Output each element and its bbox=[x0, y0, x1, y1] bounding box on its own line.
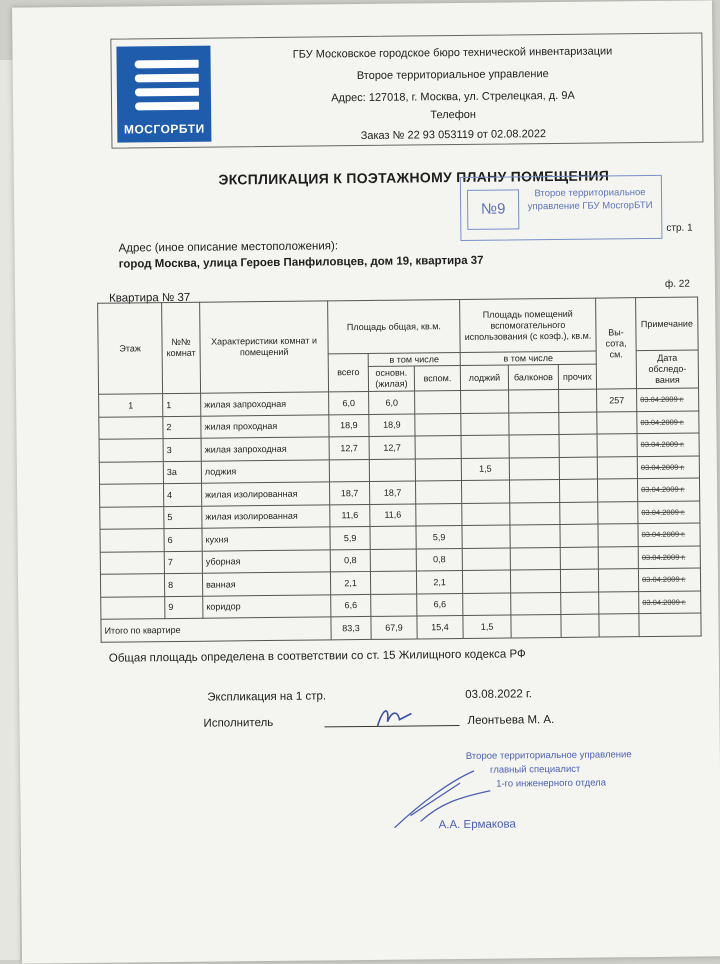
cell-aux: 2,1 bbox=[416, 570, 462, 593]
cell-other bbox=[560, 479, 598, 502]
cell-other bbox=[560, 547, 598, 570]
cell-survey-date: 03.04.2009 г. bbox=[638, 500, 700, 523]
cell-description: жилая изолированная bbox=[202, 504, 330, 528]
cell-aux: 6,6 bbox=[417, 593, 463, 616]
totals-aux: 15,4 bbox=[417, 615, 463, 638]
cell-survey-date: 03.04.2009 г. bbox=[638, 523, 700, 546]
specialist-name: А.А. Ермакова bbox=[438, 818, 516, 832]
cell-height bbox=[598, 569, 638, 592]
pages-count: Экспликация на 1 стр. bbox=[207, 690, 327, 704]
cell-aux bbox=[415, 458, 461, 481]
cell-room: 3а bbox=[163, 461, 201, 484]
header-loggia: лоджий bbox=[460, 365, 508, 391]
header-in-which: в том числе bbox=[368, 352, 460, 366]
cell-balcony bbox=[509, 457, 559, 480]
totals-all: 83,3 bbox=[331, 616, 371, 639]
cell-total: 2,1 bbox=[330, 571, 370, 594]
cell-loggia bbox=[462, 547, 510, 570]
logo-stripe bbox=[135, 60, 199, 69]
totals-loggia: 1,5 bbox=[463, 615, 511, 639]
document-page bbox=[12, 0, 720, 963]
cell-loggia bbox=[462, 525, 510, 548]
page-title: ЭКСПЛИКАЦИЯ К ПОЭТАЖНОМУ ПЛАНУ ПОМЕЩЕНИЯ bbox=[218, 167, 610, 188]
cell-other bbox=[561, 592, 599, 615]
cell-survey-date: 03.04.2009 г. bbox=[637, 455, 699, 478]
header-height: Вы- сота, см. bbox=[596, 298, 637, 389]
header-org: ГБУ Московское городское бюро технической инвентаризации bbox=[292, 45, 613, 61]
logo-stripe bbox=[135, 88, 199, 97]
executor-signature bbox=[371, 703, 421, 730]
cell-room: 5 bbox=[164, 506, 202, 529]
cell-height bbox=[598, 524, 638, 547]
cell-loggia bbox=[462, 480, 510, 503]
cell-main bbox=[369, 458, 415, 481]
cell-total: 12,7 bbox=[329, 436, 369, 459]
cell-floor bbox=[100, 551, 164, 574]
header-description: Характеристики комнат и помещений bbox=[200, 301, 329, 393]
logo-stripe bbox=[135, 74, 199, 83]
cell-loggia bbox=[462, 570, 510, 593]
cell-description: уборная bbox=[202, 549, 330, 573]
header-other: прочих bbox=[558, 364, 596, 389]
cell-total: 11,6 bbox=[330, 504, 370, 527]
cell-room: 6 bbox=[164, 528, 202, 551]
area-legal-note: Общая площадь определена в соответствии со ст. 15 Жилищного кодекса РФ bbox=[108, 648, 526, 665]
cell-aux: 0,8 bbox=[416, 548, 462, 571]
header-department: Второе территориальное управление bbox=[356, 68, 549, 83]
executor-name: Леонтьева М. А. bbox=[467, 714, 555, 727]
cell-other bbox=[560, 569, 598, 592]
cell-survey-date: 03.04.2009 г. bbox=[638, 568, 700, 591]
cell-description: жилая запроходная bbox=[201, 392, 329, 416]
cell-balcony bbox=[511, 592, 561, 615]
cell-loggia bbox=[463, 592, 511, 615]
header-survey-date: Дата обследо- вания bbox=[636, 350, 698, 389]
cell-main: 11,6 bbox=[370, 503, 416, 526]
cell-survey-date: 03.04.2009 г. bbox=[637, 410, 699, 433]
cell-room: 7 bbox=[164, 551, 202, 574]
cell-aux bbox=[416, 503, 462, 526]
cell-description: ванная bbox=[202, 572, 330, 596]
cell-height: 257 bbox=[597, 389, 637, 412]
cell-floor bbox=[100, 506, 164, 529]
header-phone: Телефон bbox=[430, 108, 477, 122]
logo-text: МОСГОРБТИ bbox=[123, 121, 205, 137]
explication-table bbox=[97, 296, 702, 642]
cell-balcony bbox=[510, 479, 560, 502]
cell-description: лоджия bbox=[201, 459, 329, 483]
cell-height bbox=[598, 501, 638, 524]
cell-description: жилая изолированная bbox=[202, 482, 330, 506]
cell-other bbox=[559, 412, 597, 435]
cell-floor bbox=[99, 439, 163, 462]
cell-total: 6,0 bbox=[329, 391, 369, 414]
cell-total bbox=[329, 459, 369, 482]
cell-description: жилая проходная bbox=[201, 414, 329, 438]
footer-date: 03.08.2022 г. bbox=[465, 688, 533, 701]
totals-label: Итого по квартире bbox=[101, 617, 331, 642]
cell-room: 4 bbox=[164, 483, 202, 506]
cell-height bbox=[598, 546, 638, 569]
cell-total: 0,8 bbox=[330, 549, 370, 572]
cell-main: 18,9 bbox=[369, 413, 415, 436]
totals-balcony bbox=[511, 614, 561, 638]
cell-floor bbox=[100, 484, 164, 507]
header-all: всего bbox=[328, 353, 368, 391]
cell-description: коридор bbox=[203, 594, 331, 618]
header-address: Адрес: 127018, г. Москва, ул. Стрелецкая, д. 9А bbox=[331, 89, 575, 105]
cell-loggia: 1,5 bbox=[461, 457, 509, 480]
cell-aux bbox=[415, 435, 461, 458]
cell-height bbox=[598, 479, 638, 502]
header-aux: вспом. bbox=[414, 365, 460, 390]
cell-main bbox=[370, 526, 416, 549]
totals-date bbox=[639, 613, 701, 637]
cell-floor bbox=[99, 416, 163, 439]
mosgorbti-logo bbox=[116, 46, 211, 143]
header-floor: Этаж bbox=[98, 303, 163, 395]
totals-height bbox=[599, 614, 639, 637]
header-main: основн. (жилая) bbox=[368, 366, 414, 391]
cell-height bbox=[597, 434, 637, 457]
cell-main bbox=[370, 571, 416, 594]
cell-total: 18,9 bbox=[329, 414, 369, 437]
cell-aux bbox=[415, 390, 461, 413]
header-room-no: №№ комнат bbox=[162, 302, 201, 393]
cell-loggia bbox=[462, 502, 510, 525]
page-ref: стр. 1 bbox=[666, 222, 693, 234]
stamp-text: Второе территориальное управление ГБУ МосгорБТИ bbox=[527, 187, 653, 213]
cell-height bbox=[597, 411, 637, 434]
cell-room: 3 bbox=[163, 438, 201, 461]
cell-balcony bbox=[509, 389, 559, 412]
totals-other bbox=[561, 614, 599, 637]
header-in-which-aux: в том числе bbox=[460, 351, 596, 365]
cell-main: 18,7 bbox=[370, 481, 416, 504]
cell-other bbox=[559, 457, 597, 480]
cell-total: 6,6 bbox=[331, 594, 371, 617]
cell-floor: 1 bbox=[99, 394, 163, 417]
cell-room: 2 bbox=[163, 416, 201, 439]
cell-height bbox=[597, 456, 637, 479]
executor-label: Исполнитель bbox=[203, 716, 274, 730]
cell-aux bbox=[415, 480, 461, 503]
cell-floor bbox=[99, 461, 163, 484]
cell-survey-date: 03.04.2009 г. bbox=[637, 433, 699, 456]
cell-other bbox=[559, 389, 597, 412]
cell-room: 8 bbox=[164, 573, 202, 596]
cell-loggia bbox=[461, 412, 509, 435]
cell-other bbox=[560, 524, 598, 547]
cell-main: 6,0 bbox=[369, 391, 415, 414]
stamp-line3: 1-го инженерного отдела bbox=[496, 777, 607, 790]
cell-balcony bbox=[510, 502, 560, 525]
cell-description: жилая запроходная bbox=[201, 437, 329, 461]
logo-stripe bbox=[135, 102, 199, 111]
cell-main: 12,7 bbox=[369, 436, 415, 459]
header-order: Заказ № 22 93 053119 от 02.08.2022 bbox=[360, 128, 547, 143]
header-balcony: балконов bbox=[508, 364, 558, 390]
cell-main bbox=[370, 548, 416, 571]
cell-balcony bbox=[509, 434, 559, 457]
header-total-area: Площадь общая, кв.м. bbox=[328, 299, 461, 353]
cell-balcony bbox=[510, 569, 560, 592]
cell-balcony bbox=[509, 412, 559, 435]
cell-aux: 5,9 bbox=[416, 525, 462, 548]
cell-floor bbox=[100, 529, 164, 552]
cell-total: 18,7 bbox=[330, 481, 370, 504]
address-label: Адрес (иное описание местоположения): bbox=[118, 240, 339, 255]
cell-description: кухня bbox=[202, 527, 330, 551]
cell-other bbox=[559, 434, 597, 457]
cell-floor bbox=[101, 596, 165, 619]
cell-main bbox=[371, 593, 417, 616]
cell-total: 5,9 bbox=[330, 526, 370, 549]
cell-loggia bbox=[461, 390, 509, 413]
totals-main: 67,9 bbox=[371, 616, 417, 639]
cell-balcony bbox=[510, 524, 560, 547]
cell-loggia bbox=[461, 435, 509, 458]
header-aux-area: Площадь помещений вспомогательного использования (с коэф.), кв.м. bbox=[460, 298, 597, 352]
form-ref: ф. 22 bbox=[664, 278, 690, 290]
stamp-line1: Второе территориальное управление bbox=[465, 749, 632, 762]
stamp-line2: главный специалист bbox=[489, 763, 581, 776]
cell-survey-date: 03.04.2009 г. bbox=[637, 388, 699, 411]
address-value: город Москва, улица Героев Панфиловцев, дом 19, квартира 37 bbox=[118, 254, 484, 271]
cell-balcony bbox=[510, 547, 560, 570]
cell-room: 1 bbox=[163, 393, 201, 416]
cell-floor bbox=[100, 574, 164, 597]
cell-survey-date: 03.04.2009 г. bbox=[638, 545, 700, 568]
stamp-number: №9 bbox=[467, 189, 519, 230]
cell-aux bbox=[415, 413, 461, 436]
cell-height bbox=[599, 591, 639, 614]
header-note: Примечание bbox=[636, 297, 699, 351]
cell-room: 9 bbox=[165, 596, 203, 619]
cell-survey-date: 03.04.2009 г. bbox=[639, 590, 701, 613]
cell-survey-date: 03.04.2009 г. bbox=[638, 478, 700, 501]
apartment-number: Квартира № 37 bbox=[109, 291, 191, 305]
cell-other bbox=[560, 502, 598, 525]
registration-stamp bbox=[460, 175, 663, 241]
